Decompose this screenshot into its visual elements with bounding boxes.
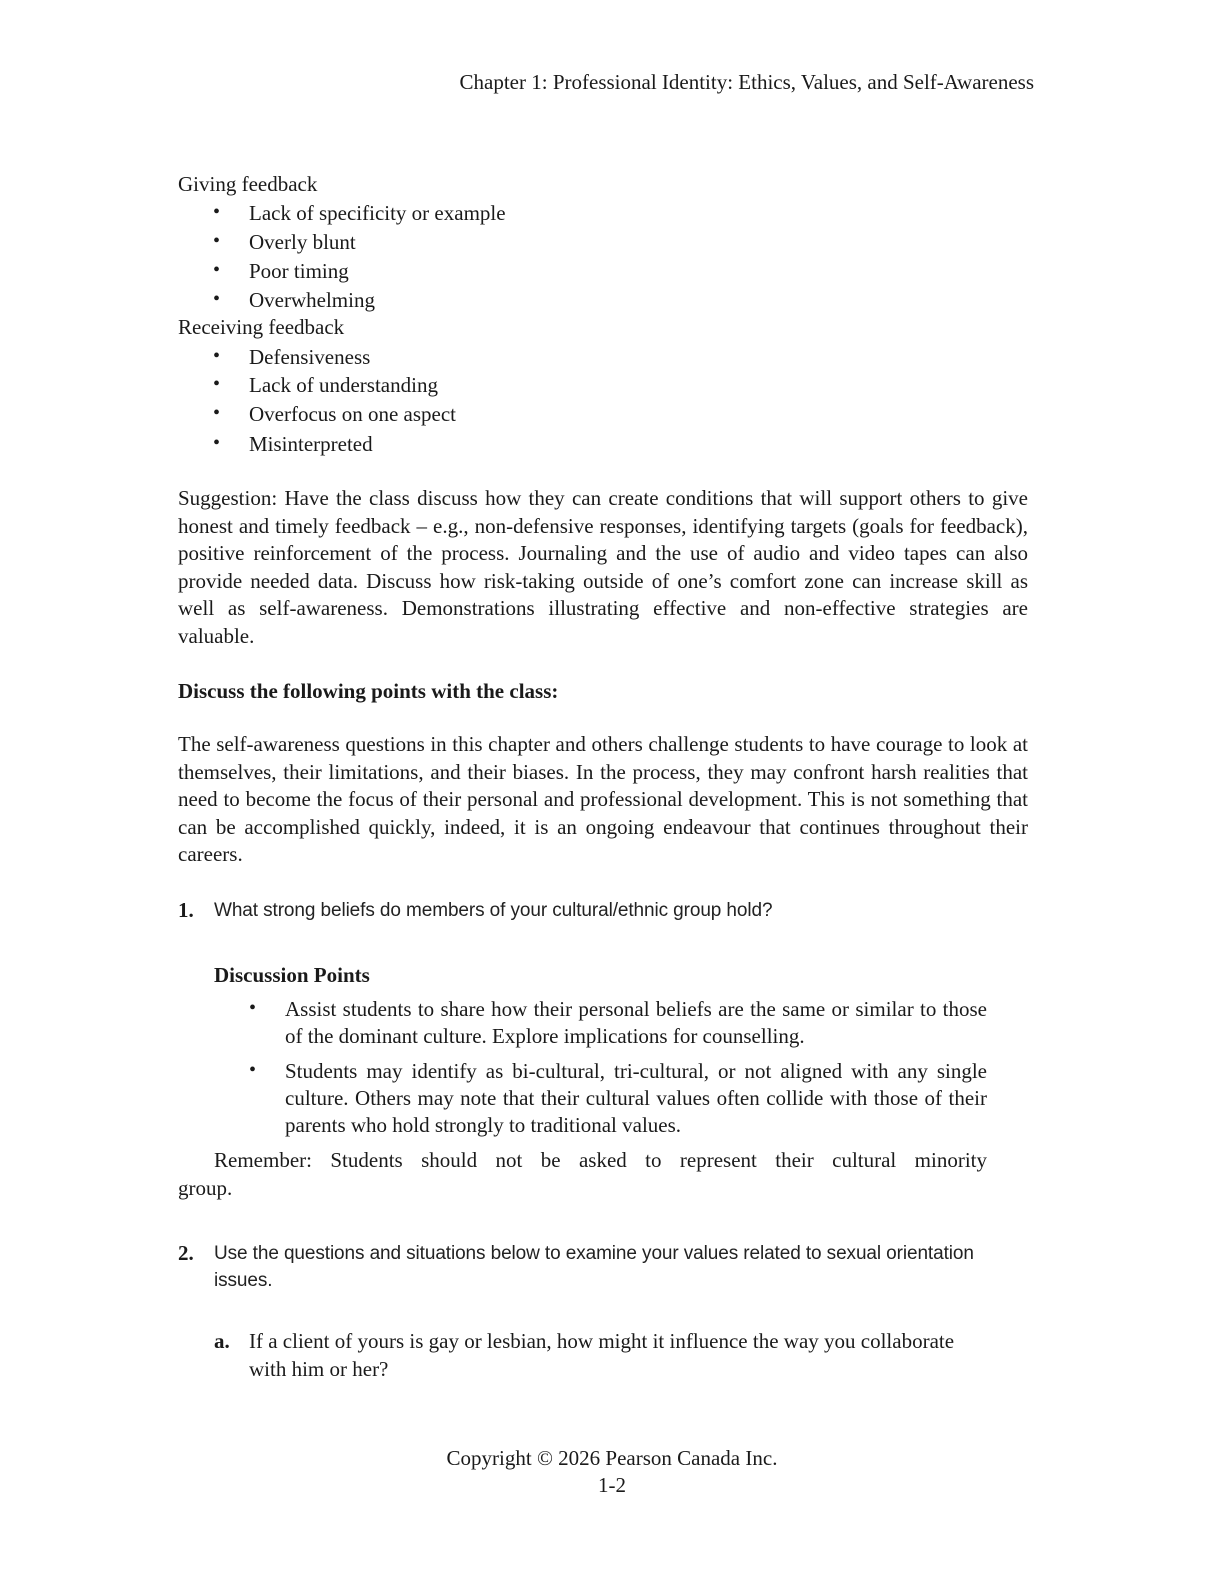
subquestion-letter: a. <box>214 1329 230 1353</box>
bullet-icon: • <box>213 201 221 223</box>
bullet-icon: • <box>213 288 221 310</box>
list-item: Overwhelming <box>249 288 375 312</box>
list-item: Poor timing <box>249 259 349 283</box>
bullet-icon: • <box>213 373 221 395</box>
question-text: Use the questions and situations below to examine your values related to sexual orientation <box>214 1243 974 1264</box>
list-item: Defensiveness <box>249 345 371 369</box>
question-number: 1. <box>178 898 194 922</box>
running-header: Chapter 1: Professional Identity: Ethics, Values, and Self-Awareness <box>459 70 1034 94</box>
question-text: What strong beliefs do members of your cultural/ethnic group hold? <box>214 900 773 921</box>
bullet-icon: • <box>249 997 257 1019</box>
discussion-points-heading: Discussion Points <box>214 963 370 987</box>
bullet-icon: • <box>249 1059 257 1081</box>
subquestion-text-continued: with him or her? <box>249 1357 389 1381</box>
bullet-icon: • <box>213 402 221 424</box>
remember-note-continued: group. <box>178 1176 233 1200</box>
remember-note: Remember: Students should not be asked to represent their cultural minority <box>214 1148 987 1172</box>
list-item: Lack of understanding <box>249 373 438 397</box>
copyright-notice: Copyright © 2026 Pearson Canada Inc. <box>446 1446 778 1470</box>
question-number: 2. <box>178 1241 194 1265</box>
list-item: Lack of specificity or example <box>249 201 506 225</box>
intro-paragraph: The self-awareness questions in this chapter and others challenge students to have courage to look at themselves, their limitations, and their biases. In the process, they may confront harsh realities that need to become the focus of their personal and professional development. This is not something that can be accomplished quickly, indeed, it is an ongoing endeavour that continues throughout their careers. <box>178 732 1028 866</box>
list-item: Overfocus on one aspect <box>249 402 457 426</box>
list-item: Overly blunt <box>249 230 356 254</box>
discussion-point: Students may identify as bi-cultural, tri-cultural, or not aligned with any single culture. Others may note that their cultural values often collide with those of their parents who hold strongly to traditional values. <box>285 1059 987 1137</box>
discussion-point: Assist students to share how their personal beliefs are the same or similar to those of the dominant culture. Explore implications for counselling. <box>285 997 987 1048</box>
subquestion-text: If a client of yours is gay or lesbian, how might it influence the way you collaborate <box>249 1329 955 1353</box>
question-text-continued: issues. <box>214 1270 273 1291</box>
discuss-heading: Discuss the following points with the class: <box>178 679 559 703</box>
receiving-feedback-heading: Receiving feedback <box>178 315 345 339</box>
bullet-icon: • <box>213 230 221 252</box>
bullet-icon: • <box>213 345 221 367</box>
page-number: 1-2 <box>598 1473 626 1497</box>
giving-feedback-heading: Giving feedback <box>178 172 318 196</box>
suggestion-paragraph: Suggestion: Have the class discuss how they can create conditions that will support others to give honest and timely feedback – e.g., non-defensive responses, identifying targets (goals for feedback), positive reinforcement of the process. Journaling and the use of audio and video tapes can also provide needed data. Discuss how risk-taking outside of one’s comfort zone can increase skill as well as self-awareness. Demonstrations illustrating effective and non-effective strategies are valuable. <box>178 486 1028 648</box>
list-item: Misinterpreted <box>249 432 373 456</box>
bullet-icon: • <box>213 259 221 281</box>
bullet-icon: • <box>213 432 221 454</box>
